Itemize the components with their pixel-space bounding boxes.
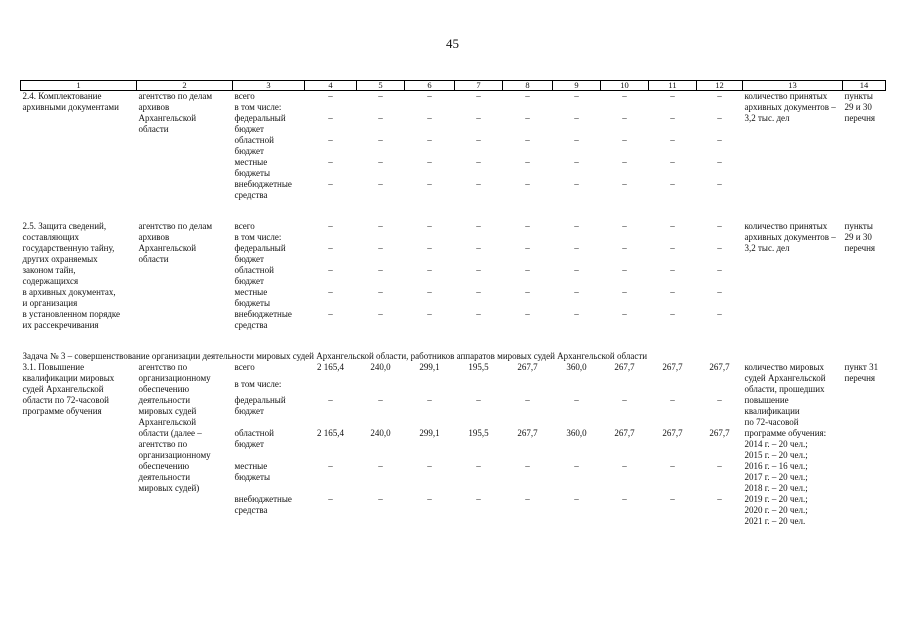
funding-value: – (427, 157, 432, 167)
funding-value: – (574, 135, 579, 145)
table-row (21, 362, 886, 379)
funding-value: – (717, 494, 722, 504)
funding-value: – (328, 179, 333, 189)
funding-source: местные бюджеты (234, 461, 270, 482)
funding-value: – (476, 113, 481, 123)
funding-source: местные бюджеты (234, 287, 270, 308)
table-row (21, 91, 886, 103)
funding-value: – (574, 287, 579, 297)
funding-value: – (525, 494, 530, 504)
funding-value: – (476, 135, 481, 145)
funding-source: федеральный бюджет (234, 395, 286, 416)
funding-value: – (670, 135, 675, 145)
funding-value (405, 379, 455, 396)
measure-name: 3.1. Повышение квалификации мировых судей Архангельской области по 72-часовой программе обучения (22, 362, 115, 416)
funding-value (455, 379, 503, 396)
funding-value: – (670, 287, 675, 297)
funding-value: – (476, 494, 481, 504)
funding-value: – (427, 243, 432, 253)
funding-value: – (476, 461, 481, 471)
column-header-14: 14 (843, 81, 886, 91)
column-header-10: 10 (601, 81, 649, 91)
funding-value: – (622, 113, 627, 123)
row-gap (21, 331, 886, 351)
funding-source: всего (234, 221, 255, 231)
funding-source: областной бюджет (234, 428, 274, 449)
funding-source: внебюджетные средства (234, 179, 292, 200)
funding-value: – (525, 461, 530, 471)
target-indicator: количество мировых судей Архангельской области, прошедших повышение квалификации по 72-часовой программе обучения: 2014 г. – 20 чел.; 2015 г. – 20 чел.; 2016 г. – 16 чел.; 2017 г. – 20 чел.; 2018 г. – 20 чел.; 2019 г. – 20 чел.; 2020 г. – 20 чел.; 2021 г. – 20 чел. (744, 362, 827, 526)
measure-executor: агентство по делам архивов Архангельской области (138, 91, 213, 134)
funding-value (305, 379, 357, 396)
funding-value: – (670, 395, 675, 405)
funding-value (357, 232, 405, 243)
funding-value: – (622, 287, 627, 297)
funding-value: – (622, 91, 627, 101)
funding-value: – (427, 135, 432, 145)
funding-value: – (378, 113, 383, 123)
funding-value: 195,5 (468, 428, 489, 438)
list-reference: пункт 31 перечня (844, 362, 879, 383)
funding-value: – (574, 243, 579, 253)
funding-value: – (378, 494, 383, 504)
funding-value: – (670, 494, 675, 504)
funding-value: – (717, 113, 722, 123)
funding-value (503, 379, 553, 396)
funding-value: – (378, 395, 383, 405)
funding-value: – (574, 395, 579, 405)
funding-source: областной бюджет (234, 265, 274, 286)
program-table (20, 80, 886, 527)
funding-value: 299,1 (419, 362, 440, 372)
funding-value (697, 379, 743, 396)
measure-executor: агентство по организационному обеспечению деятельности мировых судей Архангельской области (далее – агентство по организационному обеспечению деятельности мировых судей) (138, 362, 211, 493)
funding-value: – (622, 265, 627, 275)
column-header-13: 13 (743, 81, 843, 91)
funding-value: – (427, 461, 432, 471)
funding-value: – (717, 135, 722, 145)
funding-value: – (670, 179, 675, 189)
task-row (21, 351, 886, 362)
funding-value (601, 102, 649, 113)
funding-value: – (328, 287, 333, 297)
funding-value: – (328, 243, 333, 253)
funding-value: – (574, 113, 579, 123)
funding-value: – (525, 113, 530, 123)
funding-value: – (378, 157, 383, 167)
funding-value: 2 165,4 (317, 428, 344, 438)
gap-cell (21, 331, 886, 351)
funding-value: – (328, 265, 333, 275)
funding-value: – (378, 461, 383, 471)
measure-executor: агентство по делам архивов Архангельской области (138, 221, 213, 264)
column-header-8: 8 (503, 81, 553, 91)
funding-source: федеральный бюджет (234, 243, 286, 264)
funding-value: – (476, 91, 481, 101)
funding-value: – (670, 243, 675, 253)
funding-value: – (622, 243, 627, 253)
funding-value: 299,1 (419, 428, 440, 438)
column-header-4: 4 (305, 81, 357, 91)
funding-value: – (717, 179, 722, 189)
funding-value: – (378, 221, 383, 231)
column-header-2: 2 (137, 81, 233, 91)
funding-value: – (476, 221, 481, 231)
funding-value: – (328, 113, 333, 123)
funding-value (649, 379, 697, 396)
funding-value: – (427, 221, 432, 231)
target-indicator: количество принятых архивных документов – 3,2 тыс. дел (744, 221, 836, 253)
funding-value: – (717, 309, 722, 319)
funding-value: 2 165,4 (317, 362, 344, 372)
funding-value: – (427, 265, 432, 275)
funding-source: всего (234, 91, 255, 101)
funding-value (305, 232, 357, 243)
funding-source: федеральный бюджет (234, 113, 286, 134)
funding-value: – (476, 287, 481, 297)
funding-value: – (328, 157, 333, 167)
funding-value: – (670, 91, 675, 101)
funding-value (503, 232, 553, 243)
funding-value: 267,7 (517, 428, 538, 438)
funding-value (553, 379, 601, 396)
funding-value: – (717, 265, 722, 275)
funding-value (503, 102, 553, 113)
task-title: Задача № 3 – совершенствование организации деятельности мировых судей Архангельской области, работников аппаратов мировых судей Архангельской области (22, 351, 648, 361)
funding-value: – (574, 221, 579, 231)
funding-value: – (670, 461, 675, 471)
list-reference: пункты 29 и 30 перечня (844, 221, 876, 253)
funding-value: – (427, 309, 432, 319)
funding-source: внебюджетные средства (234, 494, 292, 515)
funding-value: – (427, 287, 432, 297)
funding-value: 267,7 (709, 362, 730, 372)
funding-value: – (717, 91, 722, 101)
funding-value: – (574, 179, 579, 189)
funding-value: 360,0 (566, 428, 587, 438)
funding-source: местные бюджеты (234, 157, 270, 178)
funding-value (649, 102, 697, 113)
funding-value: – (525, 395, 530, 405)
funding-value (697, 102, 743, 113)
funding-value: – (622, 135, 627, 145)
funding-value: – (427, 91, 432, 101)
funding-value: – (717, 157, 722, 167)
funding-value: – (525, 309, 530, 319)
funding-value: – (622, 221, 627, 231)
funding-value: – (328, 309, 333, 319)
funding-value (697, 232, 743, 243)
funding-value: – (574, 91, 579, 101)
funding-value: – (476, 157, 481, 167)
funding-value: 195,5 (468, 362, 489, 372)
funding-value (601, 232, 649, 243)
page-number: 45 (446, 36, 459, 51)
target-indicator: количество принятых архивных документов – 3,2 тыс. дел (744, 91, 836, 123)
funding-value (455, 102, 503, 113)
column-header-1: 1 (21, 81, 137, 91)
funding-value: – (378, 135, 383, 145)
funding-value: 240,0 (370, 428, 391, 438)
funding-value: – (476, 309, 481, 319)
funding-value (357, 379, 405, 396)
funding-source: в том числе: (234, 102, 282, 112)
funding-value: – (328, 494, 333, 504)
column-header-6: 6 (405, 81, 455, 91)
funding-value: 240,0 (370, 362, 391, 372)
funding-value: – (717, 395, 722, 405)
funding-value: – (670, 157, 675, 167)
funding-value: – (670, 221, 675, 231)
funding-value: – (622, 157, 627, 167)
funding-value: – (525, 287, 530, 297)
funding-value: – (525, 265, 530, 275)
funding-value: 360,0 (566, 362, 587, 372)
column-header-9: 9 (553, 81, 601, 91)
column-header-5: 5 (357, 81, 405, 91)
column-header-7: 7 (455, 81, 503, 91)
funding-source: всего (234, 362, 255, 372)
funding-value: 267,7 (614, 428, 635, 438)
table-row (21, 221, 886, 232)
funding-value: – (574, 157, 579, 167)
column-header-11: 11 (649, 81, 697, 91)
measure-name: 2.5. Защита сведений, составляющих государственную тайну, других охраняемых законом тайн, содержащихся в архивных документах, и организация в установленном порядке их рассекречивания (22, 221, 121, 330)
table-header (21, 81, 886, 91)
funding-value: – (574, 309, 579, 319)
funding-value: – (574, 265, 579, 275)
funding-value: – (378, 243, 383, 253)
funding-value: – (328, 221, 333, 231)
funding-value: – (670, 113, 675, 123)
funding-value: 267,7 (709, 428, 730, 438)
funding-value (357, 102, 405, 113)
funding-value (553, 232, 601, 243)
funding-value: – (525, 135, 530, 145)
funding-value: – (670, 309, 675, 319)
funding-value: – (622, 494, 627, 504)
funding-value: – (427, 395, 432, 405)
funding-value: – (476, 395, 481, 405)
funding-value: – (476, 265, 481, 275)
funding-value: – (328, 461, 333, 471)
funding-source: в том числе: (234, 232, 282, 242)
funding-value: – (622, 309, 627, 319)
funding-value: – (427, 113, 432, 123)
funding-value: – (328, 395, 333, 405)
funding-value: – (427, 494, 432, 504)
funding-value: 267,7 (662, 428, 683, 438)
funding-source: внебюджетные средства (234, 309, 292, 330)
funding-value: – (328, 135, 333, 145)
funding-value: – (476, 179, 481, 189)
funding-value: – (476, 243, 481, 253)
funding-value: – (622, 461, 627, 471)
funding-value: – (574, 494, 579, 504)
funding-value (553, 102, 601, 113)
funding-value: – (525, 157, 530, 167)
funding-value: – (717, 287, 722, 297)
funding-value: – (622, 395, 627, 405)
funding-value (405, 102, 455, 113)
funding-source: в том числе: (234, 378, 282, 389)
funding-value: 267,7 (614, 362, 635, 372)
gap-cell (21, 201, 886, 221)
list-reference: пункты 29 и 30 перечня (844, 91, 876, 123)
funding-value: 267,7 (662, 362, 683, 372)
funding-value: – (622, 179, 627, 189)
funding-value: – (717, 221, 722, 231)
funding-value (455, 232, 503, 243)
funding-value: – (670, 265, 675, 275)
funding-value (601, 379, 649, 396)
funding-value: – (574, 461, 579, 471)
column-header-3: 3 (233, 81, 305, 91)
column-header-12: 12 (697, 81, 743, 91)
funding-source: областной бюджет (234, 135, 274, 156)
funding-value: – (378, 287, 383, 297)
funding-value: – (525, 221, 530, 231)
funding-value: – (378, 265, 383, 275)
funding-value: – (378, 91, 383, 101)
funding-value (649, 232, 697, 243)
funding-value: – (717, 243, 722, 253)
funding-value: – (378, 179, 383, 189)
measure-name: 2.4. Комплектование архивными документами (22, 91, 119, 112)
funding-value: – (525, 179, 530, 189)
row-gap (21, 201, 886, 221)
funding-value: – (525, 243, 530, 253)
funding-value: – (328, 91, 333, 101)
funding-value: 267,7 (517, 362, 538, 372)
funding-value: – (427, 179, 432, 189)
funding-value: – (525, 91, 530, 101)
funding-value (405, 232, 455, 243)
funding-value: – (717, 461, 722, 471)
funding-value (305, 102, 357, 113)
funding-value: – (378, 309, 383, 319)
